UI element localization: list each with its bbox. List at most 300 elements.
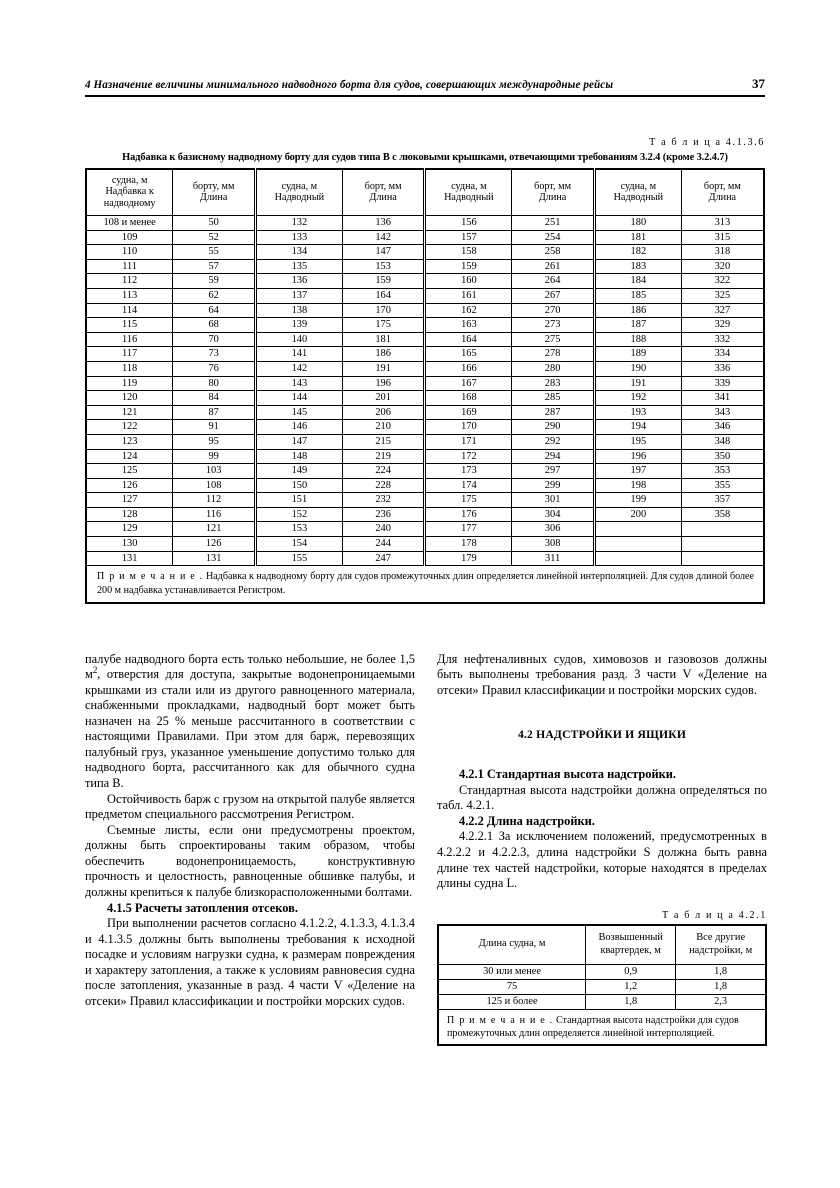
header-line: Надводный bbox=[444, 192, 494, 203]
table-cell: 184 bbox=[594, 274, 681, 289]
table-cell: 151 bbox=[255, 493, 342, 508]
clause-number-415: 4.1.5 Расчеты затопления отсеков. bbox=[107, 900, 298, 915]
table-4136-header-cell bbox=[512, 169, 595, 216]
paragraph-heading bbox=[437, 814, 767, 830]
table-cell: 292 bbox=[512, 434, 595, 449]
table-cell: 62 bbox=[173, 288, 256, 303]
table-cell: 247 bbox=[342, 551, 425, 566]
running-head-title: 4 Назначение величины минимального надводного борта для судов, совершающих международные рейсы bbox=[85, 79, 614, 91]
paragraph bbox=[85, 652, 415, 792]
table-cell: 108 bbox=[173, 478, 256, 493]
paragraph: Съемные листы, если они предусмотрены проектом, должны быть спроектированы таким образом, чтобы обеспечить водонепроницаемость, конструктивную прочность и целостность, равноценные обшивке палубы, и должны крепиться к палубе близкорасположенными болтами. bbox=[85, 822, 415, 899]
table-cell: 149 bbox=[255, 464, 342, 479]
paragraph-heading bbox=[437, 767, 767, 783]
paragraph: Стандартная высота надстройки должна определяться по табл. 4.2.1. bbox=[437, 782, 767, 813]
table-cell: 188 bbox=[594, 332, 681, 347]
table-cell: 198 bbox=[594, 478, 681, 493]
table-cell: 52 bbox=[173, 230, 256, 245]
table-cell: 135 bbox=[255, 259, 342, 274]
table-cell: 196 bbox=[342, 376, 425, 391]
header-line: судна, м bbox=[451, 180, 487, 192]
table-cell: 112 bbox=[86, 274, 173, 289]
table-cell: 150 bbox=[255, 478, 342, 493]
header-line: Длина bbox=[199, 192, 228, 203]
table-cell: 126 bbox=[173, 537, 256, 552]
table-cell: 318 bbox=[681, 245, 764, 260]
table-cell: 70 bbox=[173, 332, 256, 347]
table-cell: 183 bbox=[594, 259, 681, 274]
table-cell: 140 bbox=[255, 332, 342, 347]
table-cell: 121 bbox=[173, 522, 256, 537]
table-421 bbox=[437, 924, 767, 1046]
table-cell: 306 bbox=[512, 522, 595, 537]
table-cell: 144 bbox=[255, 391, 342, 406]
table-cell: 186 bbox=[342, 347, 425, 362]
table-cell: 138 bbox=[255, 303, 342, 318]
table-cell: 153 bbox=[255, 522, 342, 537]
table-cell: 196 bbox=[594, 449, 681, 464]
header-line: Длина bbox=[708, 192, 737, 203]
table-cell: 353 bbox=[681, 464, 764, 479]
table-cell: 112 bbox=[173, 493, 256, 508]
table-4136-header-cell bbox=[86, 169, 173, 216]
table-cell: 313 bbox=[681, 216, 764, 231]
header-line: Длина bbox=[369, 192, 397, 203]
table-row bbox=[86, 332, 764, 347]
table-cell: 270 bbox=[512, 303, 595, 318]
table-cell: 155 bbox=[255, 551, 342, 566]
table-cell: 80 bbox=[173, 376, 256, 391]
table-4136-note-row bbox=[86, 566, 764, 603]
table-cell: 87 bbox=[173, 405, 256, 420]
table-cell: 294 bbox=[512, 449, 595, 464]
header-line: Надводный bbox=[274, 192, 325, 203]
header-line: надводному bbox=[103, 197, 156, 209]
table-4136-header-cell bbox=[425, 169, 512, 216]
header-line: судна, м bbox=[111, 174, 148, 186]
table-row bbox=[86, 551, 764, 566]
table-cell: 191 bbox=[342, 361, 425, 376]
table-cell: 201 bbox=[342, 391, 425, 406]
table-cell: 348 bbox=[681, 434, 764, 449]
table-cell: 165 bbox=[425, 347, 512, 362]
table-cell: 141 bbox=[255, 347, 342, 362]
table-cell: 358 bbox=[681, 507, 764, 522]
header-line: Длина bbox=[538, 192, 567, 203]
section-heading-42: 4.2 НАДСТРОЙКИ И ЯЩИКИ bbox=[517, 728, 687, 742]
table-cell: 64 bbox=[173, 303, 256, 318]
table-cell: 103 bbox=[173, 464, 256, 479]
table-cell: 130 bbox=[86, 537, 173, 552]
table-cell: 132 bbox=[255, 216, 342, 231]
table-cell: 334 bbox=[681, 347, 764, 362]
table-cell: 327 bbox=[681, 303, 764, 318]
table-row bbox=[86, 259, 764, 274]
table-cell: 189 bbox=[594, 347, 681, 362]
table-cell: 136 bbox=[342, 216, 425, 231]
table-cell: 164 bbox=[342, 288, 425, 303]
table-cell bbox=[681, 551, 764, 566]
table-cell bbox=[594, 537, 681, 552]
table-row bbox=[86, 478, 764, 493]
table-cell: 113 bbox=[86, 288, 173, 303]
table-cell: 170 bbox=[425, 420, 512, 435]
header-line: Надводный bbox=[613, 192, 664, 203]
table-cell: 126 bbox=[86, 478, 173, 493]
table-cell: 355 bbox=[681, 478, 764, 493]
table-cell: 1,2 bbox=[586, 979, 676, 994]
table-cell: 325 bbox=[681, 288, 764, 303]
table-421-number: Т а б л и ц а 4.2.1 bbox=[661, 909, 767, 921]
table-cell: 173 bbox=[425, 464, 512, 479]
table-421-header-cell bbox=[438, 925, 586, 965]
table-cell: 261 bbox=[512, 259, 595, 274]
table-cell: 2,3 bbox=[676, 994, 766, 1009]
table-cell: 168 bbox=[425, 391, 512, 406]
table-cell: 157 bbox=[425, 230, 512, 245]
table-cell: 129 bbox=[86, 522, 173, 537]
table-row bbox=[438, 979, 766, 994]
table-cell: 134 bbox=[255, 245, 342, 260]
table-cell: 301 bbox=[512, 493, 595, 508]
clause-number-4221: 4.2.2.1 bbox=[459, 829, 494, 844]
note-text: Надбавка к надводному борту для судов промежуточных длин определяется линейной интерполяцией. Для судов длиной более 200 м надбавка устанавливается Регистром. bbox=[97, 571, 754, 596]
table-cell: 159 bbox=[342, 274, 425, 289]
table-4136-header-cell bbox=[342, 169, 425, 216]
table-row bbox=[86, 464, 764, 479]
table-row bbox=[86, 449, 764, 464]
table-cell: 123 bbox=[86, 434, 173, 449]
table-cell: 1,8 bbox=[676, 964, 766, 979]
table-cell: 84 bbox=[173, 391, 256, 406]
table-cell: 137 bbox=[255, 288, 342, 303]
table-row bbox=[86, 230, 764, 245]
table-421-header-cell bbox=[586, 925, 676, 965]
table-cell: 297 bbox=[512, 464, 595, 479]
table-cell: 215 bbox=[342, 434, 425, 449]
table-cell: 159 bbox=[425, 259, 512, 274]
table-cell: 254 bbox=[512, 230, 595, 245]
table-cell: 156 bbox=[425, 216, 512, 231]
table-cell: 332 bbox=[681, 332, 764, 347]
table-4136-header-cell bbox=[681, 169, 764, 216]
header-line: борту, мм bbox=[192, 180, 235, 192]
table-cell: 167 bbox=[425, 376, 512, 391]
table-cell: 59 bbox=[173, 274, 256, 289]
table-cell bbox=[594, 551, 681, 566]
table-cell: 190 bbox=[594, 361, 681, 376]
table-cell: 160 bbox=[425, 274, 512, 289]
table-cell: 127 bbox=[86, 493, 173, 508]
paragraph: При выполнении расчетов согласно 4.1.2.2, 4.1.3.3, 4.1.3.4 и 4.1.3.5 должны быть выполнены требования к исходной посадке и условиям нагрузки судна, к размерам повреждения и характеру затопления, а также к условиям равновесия судна после затопления, указанные в разд. 4 части V «Деление на отсеки» Правил классификации и постройки морских судов. bbox=[85, 916, 415, 1008]
table-cell: 341 bbox=[681, 391, 764, 406]
table-cell: 197 bbox=[594, 464, 681, 479]
table-cell: 193 bbox=[594, 405, 681, 420]
table-cell: 75 bbox=[438, 979, 586, 994]
table-cell: 172 bbox=[425, 449, 512, 464]
table-cell: 357 bbox=[681, 493, 764, 508]
table-cell: 116 bbox=[86, 332, 173, 347]
table-cell: 240 bbox=[342, 522, 425, 537]
table-cell: 142 bbox=[255, 361, 342, 376]
header-line: Все другие bbox=[696, 932, 746, 944]
table-cell: 178 bbox=[425, 537, 512, 552]
table-cell: 311 bbox=[512, 551, 595, 566]
table-row bbox=[438, 964, 766, 979]
table-cell: 290 bbox=[512, 420, 595, 435]
table-cell: 171 bbox=[425, 434, 512, 449]
table-cell: 244 bbox=[342, 537, 425, 552]
header-line: борт, мм bbox=[364, 180, 402, 192]
table-cell: 158 bbox=[425, 245, 512, 260]
table-cell: 187 bbox=[594, 318, 681, 333]
table-cell: 228 bbox=[342, 478, 425, 493]
table-row bbox=[86, 303, 764, 318]
table-row bbox=[86, 216, 764, 231]
table-cell bbox=[681, 537, 764, 552]
table-4136-note bbox=[86, 566, 764, 603]
table-cell: 166 bbox=[425, 361, 512, 376]
header-line: борт, мм bbox=[534, 180, 572, 192]
table-cell: 182 bbox=[594, 245, 681, 260]
table-cell: 108 и менее bbox=[86, 216, 173, 231]
table-cell: 206 bbox=[342, 405, 425, 420]
table-cell: 91 bbox=[173, 420, 256, 435]
header-line: Длина судна, м bbox=[478, 938, 546, 950]
table-row bbox=[86, 493, 764, 508]
table-cell: 0,9 bbox=[586, 964, 676, 979]
table-cell: 194 bbox=[594, 420, 681, 435]
table-cell: 120 bbox=[86, 391, 173, 406]
table-4136 bbox=[85, 168, 765, 604]
table-4136-header-cell bbox=[173, 169, 256, 216]
table-cell: 1,8 bbox=[676, 979, 766, 994]
table-cell: 95 bbox=[173, 434, 256, 449]
header-line: квартердек, м bbox=[600, 944, 661, 956]
table-cell: 273 bbox=[512, 318, 595, 333]
table-cell: 278 bbox=[512, 347, 595, 362]
table-421-body bbox=[438, 964, 766, 1009]
header-line: надстройки, м bbox=[689, 944, 753, 956]
table-cell: 124 bbox=[86, 449, 173, 464]
table-cell: 232 bbox=[342, 493, 425, 508]
table-cell: 122 bbox=[86, 420, 173, 435]
table-cell: 192 bbox=[594, 391, 681, 406]
table-cell: 174 bbox=[425, 478, 512, 493]
table-421-note-row bbox=[438, 1009, 766, 1045]
table-cell: 329 bbox=[681, 318, 764, 333]
table-cell: 152 bbox=[255, 507, 342, 522]
clause-number-422: 4.2.2 Длина надстройки. bbox=[459, 813, 595, 828]
table-cell: 131 bbox=[173, 551, 256, 566]
table-4136-title: Надбавка к базисному надводному борту для судов типа B с люковыми крышками, отвечающими требованиям 3.2.4 (кроме 3.2.4.7) bbox=[122, 152, 728, 163]
table-cell: 199 bbox=[594, 493, 681, 508]
table-cell: 111 bbox=[86, 259, 173, 274]
table-cell: 336 bbox=[681, 361, 764, 376]
table-cell: 125 и более bbox=[438, 994, 586, 1009]
table-row bbox=[86, 405, 764, 420]
table-row bbox=[86, 522, 764, 537]
table-cell: 170 bbox=[342, 303, 425, 318]
table-cell: 161 bbox=[425, 288, 512, 303]
table-4136-header-cell bbox=[255, 169, 342, 216]
table-row bbox=[86, 507, 764, 522]
table-cell: 118 bbox=[86, 361, 173, 376]
table-4136-header-cell bbox=[594, 169, 681, 216]
table-cell: 164 bbox=[425, 332, 512, 347]
table-421-note bbox=[438, 1009, 766, 1045]
table-cell: 346 bbox=[681, 420, 764, 435]
table-cell: 339 bbox=[681, 376, 764, 391]
table-cell: 280 bbox=[512, 361, 595, 376]
table-cell: 179 bbox=[425, 551, 512, 566]
table-4136-number: Т а б л и ц а 4.1.3.6 bbox=[649, 137, 765, 148]
page-number: 37 bbox=[752, 76, 765, 91]
table-cell: 219 bbox=[342, 449, 425, 464]
table-cell: 186 bbox=[594, 303, 681, 318]
table-cell: 299 bbox=[512, 478, 595, 493]
header-line: судна, м bbox=[281, 180, 318, 192]
table-4136-body bbox=[86, 216, 764, 566]
table-cell: 163 bbox=[425, 318, 512, 333]
table-cell: 146 bbox=[255, 420, 342, 435]
paragraph bbox=[437, 829, 767, 891]
table-cell: 285 bbox=[512, 391, 595, 406]
table-cell: 30 или менее bbox=[438, 964, 586, 979]
table-cell: 1,8 bbox=[586, 994, 676, 1009]
table-row bbox=[86, 376, 764, 391]
header-line: Надбавка к bbox=[105, 186, 154, 198]
table-cell: 57 bbox=[173, 259, 256, 274]
table-cell: 142 bbox=[342, 230, 425, 245]
table-cell: 343 bbox=[681, 405, 764, 420]
table-row bbox=[86, 391, 764, 406]
table-cell: 116 bbox=[173, 507, 256, 522]
paragraph-text: За исключением положений, предусмотренных в 4.2.2.2 и 4.2.2.3, длина надстройки S должна быть равна длине тех частей надстройки, которые находятся в пределах длины судна L. bbox=[437, 829, 767, 891]
table-cell: 145 bbox=[255, 405, 342, 420]
table-row bbox=[86, 434, 764, 449]
table-row bbox=[86, 274, 764, 289]
table-cell: 119 bbox=[86, 376, 173, 391]
table-421-header-row bbox=[438, 925, 766, 965]
table-cell: 210 bbox=[342, 420, 425, 435]
table-cell: 147 bbox=[342, 245, 425, 260]
table-cell: 136 bbox=[255, 274, 342, 289]
table-cell: 308 bbox=[512, 537, 595, 552]
table-row bbox=[86, 288, 764, 303]
table-cell: 304 bbox=[512, 507, 595, 522]
table-4136-header-row bbox=[86, 169, 764, 216]
table-cell: 133 bbox=[255, 230, 342, 245]
table-cell: 147 bbox=[255, 434, 342, 449]
table-cell: 139 bbox=[255, 318, 342, 333]
table-row bbox=[438, 994, 766, 1009]
table-row bbox=[86, 420, 764, 435]
table-cell: 224 bbox=[342, 464, 425, 479]
table-cell: 185 bbox=[594, 288, 681, 303]
table-cell: 50 bbox=[173, 216, 256, 231]
table-cell: 195 bbox=[594, 434, 681, 449]
table-cell: 322 bbox=[681, 274, 764, 289]
table-cell: 76 bbox=[173, 361, 256, 376]
table-cell: 181 bbox=[342, 332, 425, 347]
table-cell: 267 bbox=[512, 288, 595, 303]
table-cell bbox=[594, 522, 681, 537]
table-cell: 109 bbox=[86, 230, 173, 245]
table-cell: 99 bbox=[173, 449, 256, 464]
note-lead: П р и м е ч а н и е . bbox=[447, 1014, 554, 1026]
table-cell: 264 bbox=[512, 274, 595, 289]
table-cell: 180 bbox=[594, 216, 681, 231]
table-cell: 251 bbox=[512, 216, 595, 231]
table-cell bbox=[681, 522, 764, 537]
table-cell: 162 bbox=[425, 303, 512, 318]
header-line: судна, м bbox=[620, 180, 657, 192]
superscript-square: 2 bbox=[92, 664, 98, 675]
table-cell: 68 bbox=[173, 318, 256, 333]
table-cell: 258 bbox=[512, 245, 595, 260]
paragraph-heading bbox=[85, 901, 415, 917]
table-cell: 191 bbox=[594, 376, 681, 391]
paragraph: Для нефтеналивных судов, химовозов и газовозов должны быть выполнены требования разд. 3 части V «Деление на отсеки» Правил классификации и постройки морских судов. bbox=[437, 651, 767, 697]
table-cell: 117 bbox=[86, 347, 173, 362]
table-cell: 115 bbox=[86, 318, 173, 333]
table-cell: 110 bbox=[86, 245, 173, 260]
body-columns bbox=[85, 652, 765, 1046]
table-cell: 315 bbox=[681, 230, 764, 245]
table-cell: 114 bbox=[86, 303, 173, 318]
table-cell: 175 bbox=[425, 493, 512, 508]
table-row bbox=[86, 537, 764, 552]
table-row bbox=[86, 347, 764, 362]
table-cell: 143 bbox=[255, 376, 342, 391]
note-lead: П р и м е ч а н и е . bbox=[97, 571, 204, 583]
right-text-column bbox=[437, 652, 767, 1046]
table-cell: 236 bbox=[342, 507, 425, 522]
running-head bbox=[85, 76, 765, 97]
header-line: борт, мм bbox=[703, 180, 741, 192]
table-cell: 55 bbox=[173, 245, 256, 260]
note-text: Стандартная высота надстройки для судов промежуточных длин определяется линейной интерполяцией. bbox=[447, 1014, 739, 1039]
paragraph: Остойчивость барж с грузом на открытой палубе является предметом специального рассмотрения Регистром. bbox=[85, 791, 415, 822]
table-cell: 320 bbox=[681, 259, 764, 274]
table-row bbox=[86, 318, 764, 333]
table-cell: 275 bbox=[512, 332, 595, 347]
table-cell: 287 bbox=[512, 405, 595, 420]
table-cell: 177 bbox=[425, 522, 512, 537]
table-cell: 131 bbox=[86, 551, 173, 566]
table-cell: 128 bbox=[86, 507, 173, 522]
paragraph-text: палубе надводного борта есть только небольшие, не более 1,5 $м^2$, отверстия для доступа, закрытые водонепроницаемыми крышками из стали или из другого равноценного материала, снабженными прокладками, надводный борт может быть назначен на 25 % меньше рассчитанного в соответствии с настоящими Правилами. При этом для барж, перевозящих палубный груз, указанное уменьшение допустимо только для надводного борта, рассчитанного как для обычного судна типа B. bbox=[85, 651, 415, 790]
table-cell: 153 bbox=[342, 259, 425, 274]
table-cell: 350 bbox=[681, 449, 764, 464]
table-421-header-cell bbox=[676, 925, 766, 965]
header-line: Возвышенный bbox=[598, 932, 663, 944]
table-cell: 169 bbox=[425, 405, 512, 420]
table-row bbox=[86, 245, 764, 260]
left-text-column bbox=[85, 652, 415, 1046]
table-cell: 181 bbox=[594, 230, 681, 245]
clause-number-421: 4.2.1 Стандартная высота надстройки. bbox=[459, 767, 677, 782]
table-row bbox=[86, 361, 764, 376]
table-cell: 154 bbox=[255, 537, 342, 552]
table-cell: 176 bbox=[425, 507, 512, 522]
table-cell: 73 bbox=[173, 347, 256, 362]
table-cell: 200 bbox=[594, 507, 681, 522]
table-cell: 148 bbox=[255, 449, 342, 464]
table-cell: 175 bbox=[342, 318, 425, 333]
table-cell: 125 bbox=[86, 464, 173, 479]
